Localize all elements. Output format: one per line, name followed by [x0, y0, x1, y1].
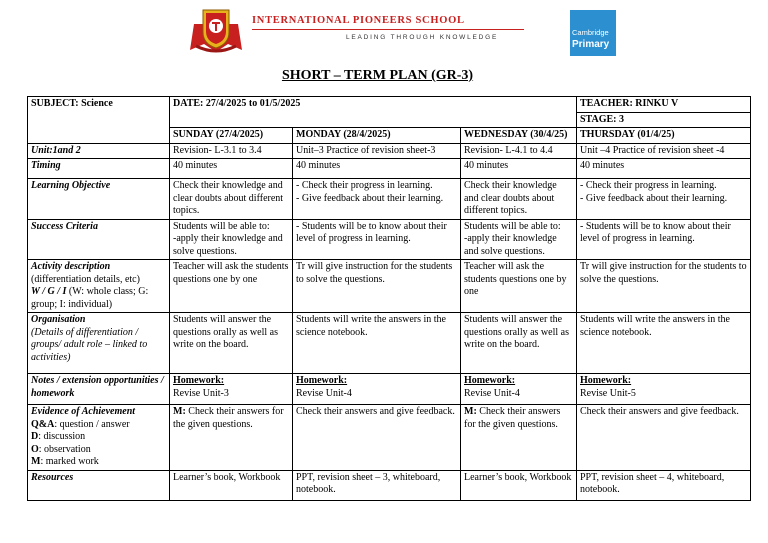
evidence-key: M [31, 456, 41, 467]
objective-wednesday: Check their knowledge and clear doubts about different topics. [461, 179, 577, 220]
activity-label-cell [28, 260, 170, 313]
success-wednesday-line2: -apply their knowledge and solve questions. [464, 233, 557, 257]
objective-label: Learning Objective [28, 179, 170, 220]
homework-sunday: Revise Unit-3 [173, 387, 229, 399]
activity-thursday: Tr will give instruction for the students to solve the questions. [577, 260, 751, 313]
success-wednesday [461, 219, 577, 260]
evidence-key-d [31, 431, 166, 444]
evidence-key-desc: : question / answer [54, 418, 130, 430]
homework-label: Homework: [173, 375, 225, 386]
subject-cell: SUBJECT: Science [28, 97, 170, 144]
homework-label: Homework: [296, 375, 348, 386]
success-monday: - Students will be to know about their level of progress in learning. [293, 219, 461, 260]
organisation-label: Organisation [31, 314, 86, 325]
resources-row [28, 470, 751, 500]
homework-wednesday: Revise Unit-4 [464, 387, 520, 399]
badge-line-2: Primary [572, 39, 610, 50]
objective-thursday-line1: - Check their progress in learning. [580, 180, 717, 191]
timing-sunday: 40 minutes [170, 159, 293, 179]
objective-monday [293, 179, 461, 220]
organisation-sunday: Students will answer the questions orally as well as write on the board. [170, 313, 293, 374]
evidence-label-cell [28, 405, 170, 471]
evidence-key-m [31, 456, 166, 469]
resources-wednesday: Learner’s book, Workbook [461, 470, 577, 500]
success-sunday-line1: Students will be able to: [173, 220, 270, 232]
homework-monday: Revise Unit-4 [296, 387, 352, 399]
activity-sub1: (differentiation details, etc) [31, 273, 140, 285]
organisation-label-cell [28, 313, 170, 374]
evidence-key-qa [31, 419, 166, 432]
badge-line-1: Cambridge [572, 28, 609, 37]
objective-monday-line2: - Give feedback about their learning. [296, 192, 444, 204]
day-header-thursday: THURSDAY (01/4/25) [577, 128, 751, 144]
cambridge-primary-badge [570, 10, 616, 56]
organisation-row [28, 313, 751, 374]
notes-sunday [170, 374, 293, 405]
evidence-key-desc: : discussion [38, 431, 86, 442]
organisation-monday: Students will write the answers in the science notebook. [293, 313, 461, 374]
evidence-row [28, 405, 751, 471]
notes-row [28, 374, 751, 405]
school-crest-icon [188, 6, 244, 56]
evidence-sunday [170, 405, 293, 471]
timing-thursday: 40 minutes [577, 159, 751, 179]
evidence-key-desc: : observation [38, 443, 91, 455]
school-name-divider [252, 29, 524, 30]
plan-table [27, 96, 751, 501]
homework-label: Homework: [464, 375, 516, 386]
success-thursday: - Students will be to know about their level of progress in learning. [577, 219, 751, 260]
date-cell: DATE: 27/4/2025 to 01/5/2025 [170, 97, 577, 128]
evidence-label: Evidence of Achievement [31, 406, 136, 417]
resources-label: Resources [28, 470, 170, 500]
success-sunday-line2: -apply their knowledge and solve questions. [173, 233, 283, 257]
success-sunday [170, 219, 293, 260]
school-tagline: LEADING THROUGH KNOWLEDGE [346, 34, 499, 41]
success-wednesday-line1: Students will be able to: [464, 220, 561, 232]
timing-wednesday: 40 minutes [461, 159, 577, 179]
evidence-key: Q&A [31, 418, 55, 430]
day-header-monday: MONDAY (28/4/2025) [293, 128, 461, 144]
activity-row [28, 260, 751, 313]
unit-thursday: Unit –4 Practice of revision sheet -4 [577, 143, 751, 159]
teacher-cell: TEACHER: RINKU V [577, 97, 751, 113]
evidence-thursday: Check their answers and give feedback. [577, 405, 751, 471]
timing-monday: 40 minutes [293, 159, 461, 179]
organisation-wednesday: Students will answer the questions orally as well as write on the board. [461, 313, 577, 374]
success-label: Success Criteria [28, 219, 170, 260]
objective-thursday [577, 179, 751, 220]
resources-monday: PPT, revision sheet – 3, whiteboard, notebook. [293, 470, 461, 500]
timing-label: Timing [28, 159, 170, 179]
unit-wednesday: Revision- L-4.1 to 4.4 [461, 143, 577, 159]
homework-thursday: Revise Unit-5 [580, 387, 636, 399]
resources-thursday: PPT, revision sheet – 4, whiteboard, notebook. [577, 470, 751, 500]
unit-sunday: Revision- L-3.1 to 3.4 [170, 143, 293, 159]
activity-sunday: Teacher will ask the students questions one by one [170, 260, 293, 313]
activity-wgi-desc: (W: whole class; G: group; I: individual) [31, 286, 149, 310]
activity-wednesday: Teacher will ask the students questions one by one [461, 260, 577, 313]
objective-thursday-line2: - Give feedback about their learning. [580, 192, 728, 204]
day-header-wednesday: WEDNESDAY (30/4/25) [461, 128, 577, 144]
evidence-wednesday-text: Check their answers for the given questions. [464, 406, 561, 430]
resources-sunday: Learner’s book, Workbook [170, 470, 293, 500]
evidence-key-o [31, 444, 166, 457]
school-name: INTERNATIONAL PIONEERS SCHOOL [252, 15, 465, 26]
unit-label: Unit:1and 2 [28, 143, 170, 159]
notes-label: Notes / extension opportunities / homework [28, 374, 170, 405]
unit-monday: Unit–3 Practice of revision sheet-3 [293, 143, 461, 159]
organisation-thursday: Students will write the answers in the science notebook. [577, 313, 751, 374]
page-title: SHORT – TERM PLAN (GR-3) [281, 68, 474, 83]
activity-monday: Tr will give instruction for the students to solve the questions. [293, 260, 461, 313]
marked-work-key: M: [173, 406, 186, 417]
evidence-monday: Check their answers and give feedback. [293, 405, 461, 471]
day-header-sunday: SUNDAY (27/4/2025) [170, 128, 293, 144]
activity-sub2 [31, 286, 166, 311]
evidence-key-desc: : marked work [40, 456, 99, 467]
page-header [0, 0, 768, 62]
homework-label: Homework: [580, 375, 632, 386]
evidence-wednesday [461, 405, 577, 471]
success-row [28, 219, 751, 260]
evidence-sunday-text: Check their answers for the given questions. [173, 406, 284, 430]
meta-row [28, 97, 751, 113]
notes-thursday [577, 374, 751, 405]
evidence-key: D [31, 431, 39, 442]
objective-sunday: Check their knowledge and clear doubts about different topics. [170, 179, 293, 220]
marked-work-key: M: [464, 406, 477, 417]
timing-row [28, 159, 751, 179]
notes-wednesday [461, 374, 577, 405]
activity-wgi: W / G / I [31, 286, 67, 297]
unit-row [28, 143, 751, 159]
activity-label: Activity description [31, 261, 111, 272]
stage-cell: STAGE: 3 [577, 112, 751, 128]
organisation-sub: (Details of differentiation / groups/ adult role – linked to activities) [31, 326, 148, 363]
notes-monday [293, 374, 461, 405]
evidence-key: O [31, 443, 39, 455]
objective-monday-line1: - Check their progress in learning. [296, 180, 433, 191]
objective-row [28, 179, 751, 220]
